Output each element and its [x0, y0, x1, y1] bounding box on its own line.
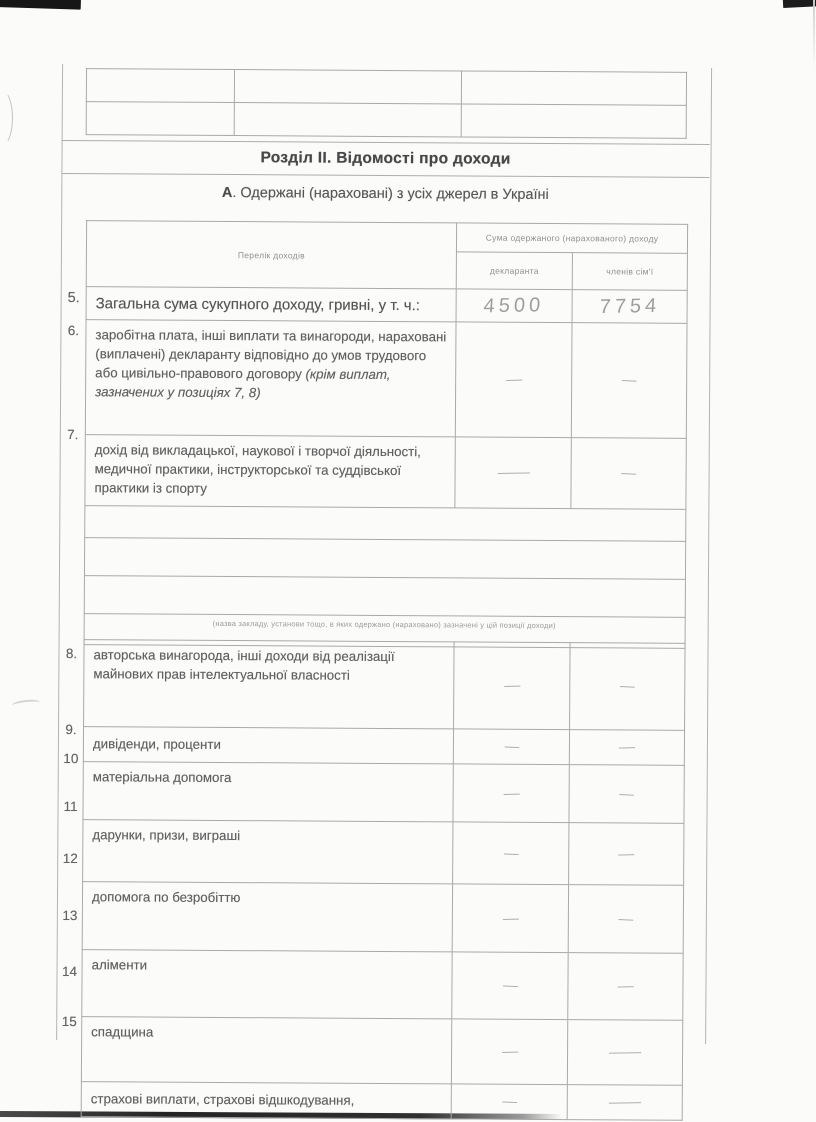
family-value-cell: [570, 643, 686, 731]
row-label: дарунки, призи, виграші: [83, 820, 453, 884]
declarant-value-cell: [453, 764, 569, 823]
declarant-value-cell: [454, 642, 571, 730]
family-value-cell: [568, 885, 683, 954]
family-value-cell: [571, 323, 687, 439]
row-number: 10: [63, 751, 79, 767]
declarant-value-cell: [451, 1019, 567, 1085]
row-number: 13: [62, 908, 78, 924]
row-label: спадщина: [81, 1017, 451, 1084]
subsection-letter: А: [221, 184, 233, 202]
section-title: Розділ II. Відомості про доходи: [260, 149, 511, 168]
declarant-value-cell: [452, 884, 568, 953]
row-number: 6.: [67, 323, 80, 339]
family-value-cell: [568, 953, 683, 1021]
row-number: 12: [62, 851, 78, 867]
column-header-list: Перелік доходів: [86, 221, 456, 289]
declarant-value-cell: [455, 322, 572, 438]
table-row: [86, 69, 686, 106]
empty-source-row: [85, 506, 686, 542]
table-row-12: [82, 882, 683, 954]
declarant-value-cell: [452, 952, 568, 1020]
handwritten-dash: —: [618, 784, 635, 802]
table-row-15: [81, 1082, 682, 1121]
handwritten-value: 7754: [598, 294, 661, 318]
table-row-7: [85, 435, 686, 510]
empty-source-row: [84, 576, 685, 618]
row-label-italic: (крім виплат, зазначених у позиціях 7, 8): [95, 366, 391, 400]
handwritten-dash: —: [503, 843, 519, 861]
table-row-9: [83, 727, 684, 766]
handwritten-dash: —: [621, 371, 637, 388]
row-label: аліменти: [82, 950, 452, 1019]
handwritten-dash: —: [617, 844, 635, 862]
source-caption: (назва закладу, установи тощо, в яких одержано (нараховано) зазначені у цій позиції доходи): [212, 618, 556, 631]
row-number: 15: [61, 1014, 77, 1030]
handwritten-dash: —: [607, 1093, 642, 1110]
handwritten-dash: —: [505, 370, 522, 387]
column-header-declarant: декларанта: [456, 252, 572, 290]
declarant-value-cell: [453, 729, 569, 765]
row-number: 8.: [65, 646, 78, 662]
row-label: страхові виплати, страхові відшкодування,: [81, 1082, 451, 1119]
handwritten-dash: —: [620, 464, 637, 481]
table-header-row: [86, 221, 687, 254]
family-value-cell: [567, 1020, 682, 1086]
table-row-13: [82, 950, 683, 1021]
column-header-sum: Сума одержаного (нарахованого) доходу: [456, 223, 687, 253]
row-number: 9.: [65, 722, 77, 738]
handwritten-dash: —: [502, 784, 520, 801]
declarant-value-cell: [451, 1084, 567, 1120]
row-number: 5.: [67, 290, 80, 307]
family-value-cell: [569, 765, 684, 824]
income-table-lower: [81, 639, 686, 1121]
section-title-band: [61, 140, 709, 178]
family-value-cell: [569, 730, 684, 766]
handwritten-dash: —: [618, 738, 636, 755]
declarant-value-cell: [453, 822, 569, 885]
row-label: матеріальна допомога: [83, 762, 453, 822]
row-label: дохід від викладацької, наукової і творчої діяльності, медичної практики, інструкторської та суддівської практики із спорту: [85, 435, 455, 508]
table-row-11: [83, 820, 684, 886]
declarant-value-cell: [456, 289, 572, 323]
table-row-10: [83, 762, 684, 824]
row-label: допомога по безробіттю: [82, 882, 452, 952]
family-value-cell: [571, 438, 686, 510]
table-row-5: [86, 287, 687, 324]
row-label: заробітна плата, інші виплати та винагороди, нараховані (виплачені) декларанту відповідно до умов трудового або цивільно-правового договору (крім виплат, зазначених у позиціях 7, 8): [85, 320, 456, 437]
table-row-14: [81, 1017, 682, 1086]
row-label: Загальна сума сукупного доходу, гривні, у т. ч.:: [86, 287, 456, 322]
table-row-8: [84, 640, 686, 731]
row-number: 7.: [67, 427, 79, 443]
row-number: 11: [63, 799, 78, 815]
family-value-cell: [569, 823, 684, 886]
family-value-cell: [572, 290, 687, 324]
handwritten-dash: —: [503, 676, 521, 693]
top-empty-table: [86, 68, 687, 139]
handwritten-dash: —: [619, 677, 635, 694]
handwritten-dash: —: [496, 463, 531, 481]
handwritten-dash: —: [502, 976, 518, 994]
income-table-upper: [84, 220, 689, 649]
handwritten-dash: —: [618, 909, 634, 927]
row-number: 14: [61, 964, 78, 980]
table-row-6: [85, 320, 687, 439]
handwritten-dash: —: [617, 977, 634, 994]
row-label: авторська винагорода, інші доходи від реалізації майнових прав інтелектуальної власності: [84, 640, 455, 729]
handwritten-value: 4500: [483, 293, 546, 317]
table-row: [86, 102, 686, 139]
family-value-cell: [567, 1085, 682, 1121]
handwritten-dash: —: [501, 1092, 517, 1110]
handwritten-dash: —: [501, 1042, 518, 1059]
handwritten-dash: —: [608, 1043, 643, 1060]
handwritten-dash: —: [503, 737, 520, 755]
handwritten-dash: —: [502, 909, 519, 926]
declarant-value-cell: [455, 437, 571, 509]
row-label: дивіденди, проценти: [83, 727, 453, 764]
empty-source-row: [84, 538, 685, 580]
subsection-text: . Одержані (нараховані) з усіх джерел в Україні: [232, 185, 549, 203]
column-header-family: членів сім'ї: [572, 253, 687, 291]
